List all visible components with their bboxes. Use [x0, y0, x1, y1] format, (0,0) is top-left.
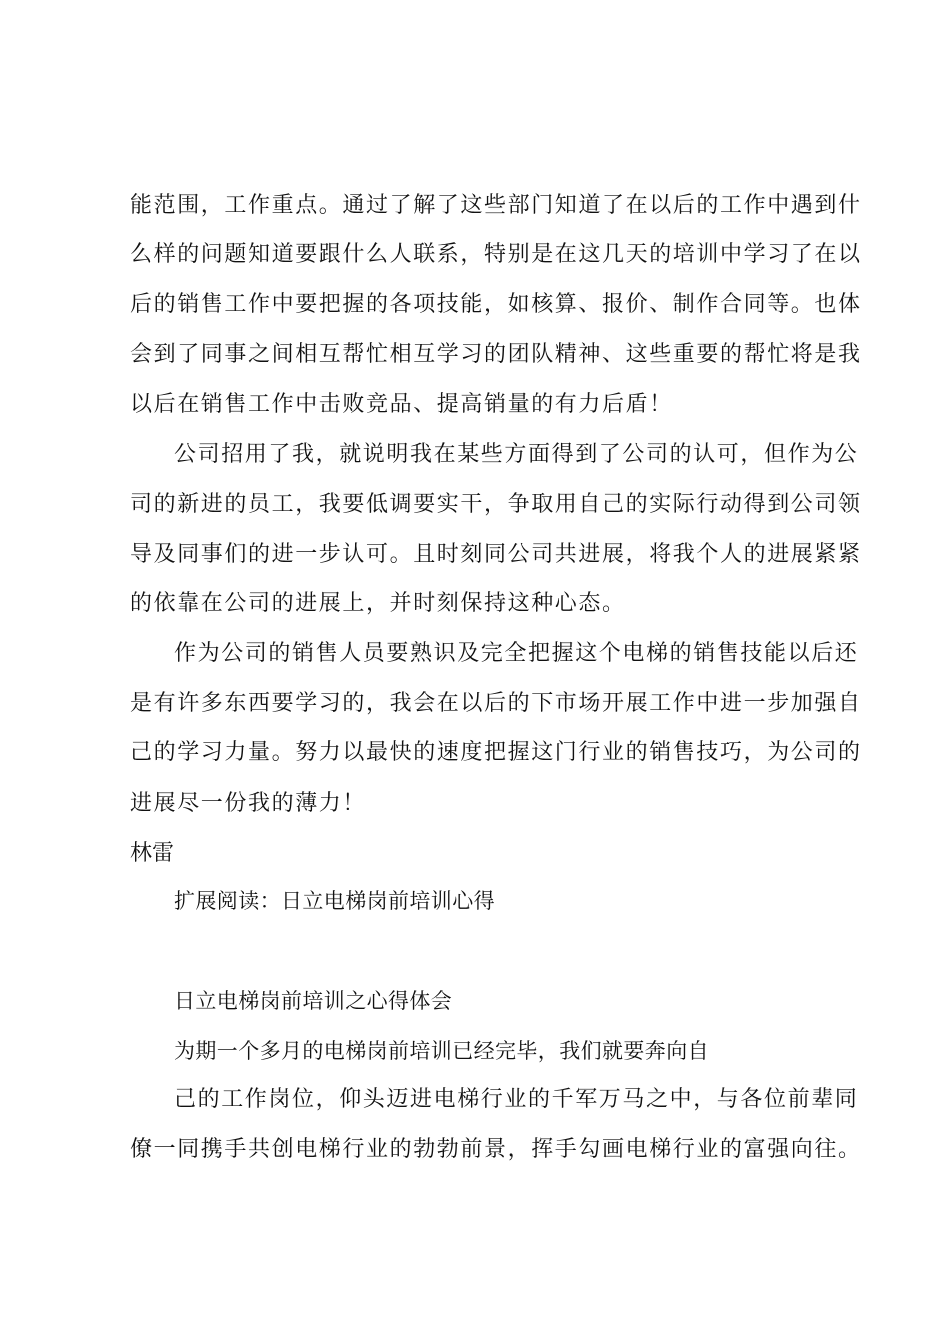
paragraph-3-line-4: 进展尽一份我的薄力！	[130, 791, 367, 816]
paragraph-2-line-3: 导及同事们的进一步认可。且时刻同公司共进展，将我个人的进展紧紧	[130, 542, 862, 567]
paragraph-4-line-3: 僚一同携手共创电梯行业的勃勃前景，挥手勾画电梯行业的富强向往。	[130, 1137, 862, 1162]
paragraph-1-line-2: 么样的问题知道要跟什么人联系，特别是在这几天的培训中学习了在以	[130, 242, 862, 267]
paragraph-2-line-1: 公司招用了我，就说明我在某些方面得到了公司的认可，但作为公	[174, 442, 859, 467]
paragraph-2-line-2: 司的新进的员工，我要低调要实干，争取用自己的实际行动得到公司领	[130, 492, 862, 517]
paragraph-3-line-1: 作为公司的销售人员要熟识及完全把握这个电梯的销售技能以后还	[174, 641, 859, 666]
paragraph-2-line-4: 的依靠在公司的进展上，并时刻保持这种心态。	[130, 591, 626, 616]
signature: 林雷	[130, 841, 175, 866]
paragraph-1-line-4: 会到了同事之间相互帮忙相互学习的团队精神、这些重要的帮忙将是我	[130, 342, 862, 367]
paragraph-3-line-3: 己的学习力量。努力以最快的速度把握这门行业的销售技巧，为公司的	[130, 740, 862, 765]
extended-reading-heading: 扩展阅读：日立电梯岗前培训心得	[174, 889, 495, 913]
paragraph-4-line-2: 己的工作岗位，仰头迈进电梯行业的千军万马之中，与各位前辈同	[174, 1087, 859, 1112]
paragraph-1-line-5: 以后在销售工作中击败竞品、提高销量的有力后盾！	[130, 392, 673, 417]
paragraph-1-line-1: 能范围，工作重点。通过了解了这些部门知道了在以后的工作中遇到什	[130, 193, 862, 218]
paragraph-4-line-1: 为期一个多月的电梯岗前培训已经完毕，我们就要奔向自	[174, 1039, 709, 1063]
paragraph-1-line-3: 后的销售工作中要把握的各项技能，如核算、报价、制作合同等。也体	[130, 292, 862, 317]
section-title: 日立电梯岗前培训之心得体会	[174, 989, 453, 1013]
paragraph-3-line-2: 是有许多东西要学习的，我会在以后的下市场开展工作中进一步加强自	[130, 691, 862, 716]
